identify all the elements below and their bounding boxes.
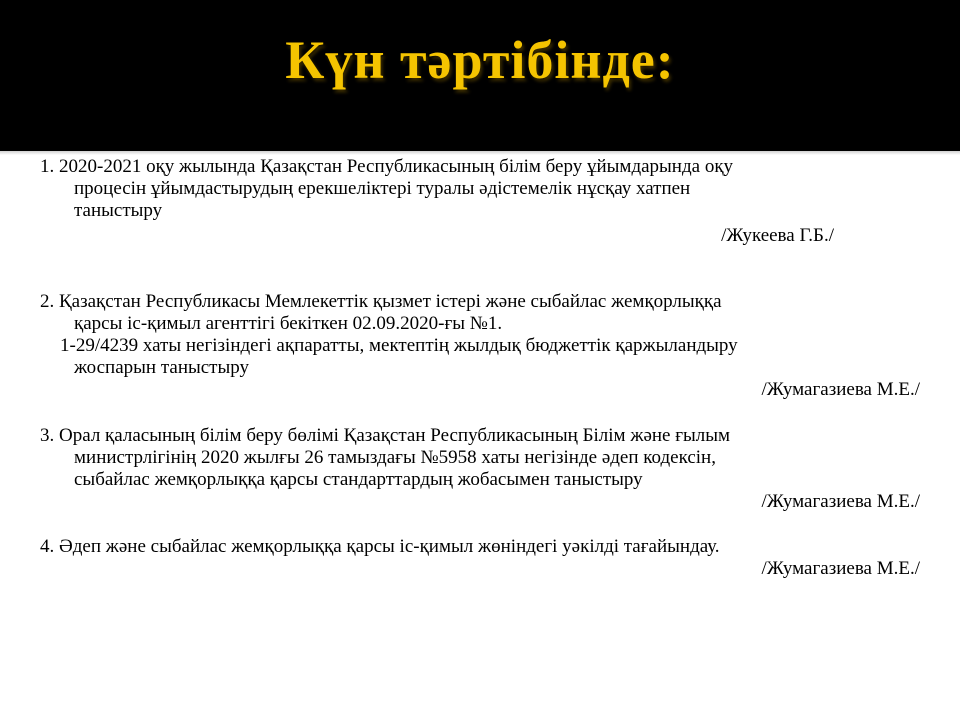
agenda-item-text: 1-29/4239 хаты негізіндегі ақпаратты, мектептің жылдық бюджеттік қаржыландыру [60,335,738,356]
agenda-item-1 [40,156,930,247]
agenda-item-3 [40,425,930,513]
agenda-item-presenter: /Жумагазиева М.Е./ [761,558,920,579]
agenda-item-presenter: /Жумагазиева М.Е./ [761,379,920,400]
agenda-list [40,156,930,580]
agenda-item-text: жоспарын таныстыру [74,357,249,378]
slide-title: Күн тәртібінде: [285,30,675,90]
agenda-item-text: 3. Орал қаласының білім беру бөлімі Қазақстан Республикасының Білім және ғылым [40,425,731,446]
agenda-item-text: сыбайлас жемқорлыққа қарсы стандарттардың жобасымен таныстыру [74,469,643,490]
title-divider [0,151,960,155]
agenda-item-text: процесін ұйымдастырудың ерекшеліктері туралы әдістемелік нұсқау хатпен [74,178,691,199]
agenda-item-text: министрлігінің 2020 жылғы 26 тамыздағы №5958 хаты негізінде әдеп кодексін, [74,447,716,468]
agenda-item-presenter: /Жукеева Г.Б./ [721,225,834,246]
agenda-item-2 [40,291,930,401]
agenda-item-4 [40,536,930,580]
agenda-item-text: 2. Қазақстан Республикасы Мемлекеттік қызмет істері және сыбайлас жемқорлыққа [40,291,722,312]
agenda-item-text: 4. Әдеп және сыбайлас жемқорлыққа қарсы іс-қимыл жөніндегі уәкілді тағайындау. [40,536,720,557]
agenda-item-presenter: /Жумагазиева М.Е./ [761,491,920,512]
agenda-item-text: таныстыру [74,200,163,221]
agenda-item-text: қарсы іс-қимыл агенттігі бекіткен 02.09.2020-ғы №1. [74,313,503,334]
agenda-item-text: 1. 2020-2021 оқу жылында Қазақстан Республикасының білім беру ұйымдарында оқу [40,156,734,177]
